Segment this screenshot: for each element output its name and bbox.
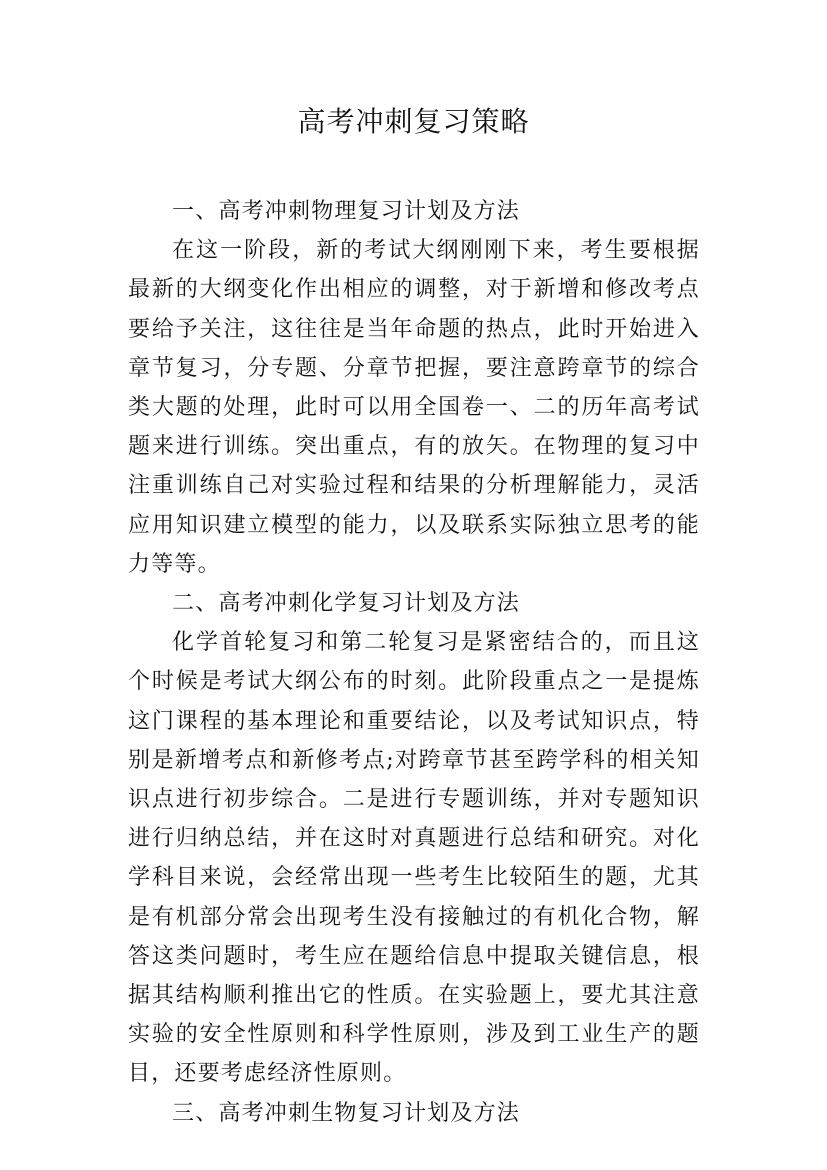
section-heading-chemistry: 二、高考冲刺化学复习计划及方法 bbox=[172, 591, 521, 617]
document-title: 高考冲刺复习策略 bbox=[297, 105, 530, 138]
section-heading-physics: 一、高考冲刺物理复习计划及方法 bbox=[172, 199, 521, 224]
section-heading-biology: 三、高考冲刺生物复习计划及方法 bbox=[172, 1100, 521, 1126]
document-body bbox=[128, 192, 700, 1133]
section-paragraph-chemistry: 化学首轮复习和第二轮复习是紧密结合的，而且这个时候是考试大纲公布的时刻。此阶段重点之一是提炼这门课程的基本理论和重要结论，以及考试知识点，特别是新增考点和新修考点;对跨章节甚至跨学科的相关知识点进行初步综合。二是进行专题训练，并对专题知识进行归纳总结，并在这时对真题进行总结和研究。对化学科目来说，会经常出现一些考生比较陌生的题，尤其是有机部分常会出现考生没有接触过的有机化合物，解答这类问题时，考生应在题给信息中提取关键信息，根据其结构顺利推出它的性质。在实验题上，要尤其注意实验的安全性原则和科学性原则，涉及到工业生产的题目，还要考虑经济性原则。 bbox=[128, 630, 700, 1087]
section-paragraph-physics: 在这一阶段，新的考试大纲刚刚下来，考生要根据最新的大纲变化作出相应的调整，对于新增和修改考点要给予关注，这往往是当年命题的热点，此时开始进入章节复习，分专题、分章节把握，要注意跨章节的综合类大题的处理，此时可以用全国卷一、二的历年高考试题来进行训练。突出重点，有的放矢。在物理的复习中注重训练自己对实验过程和结果的分析理解能力，灵活应用知识建立模型的能力，以及联系实际独立思考的能力等等。 bbox=[128, 238, 700, 577]
